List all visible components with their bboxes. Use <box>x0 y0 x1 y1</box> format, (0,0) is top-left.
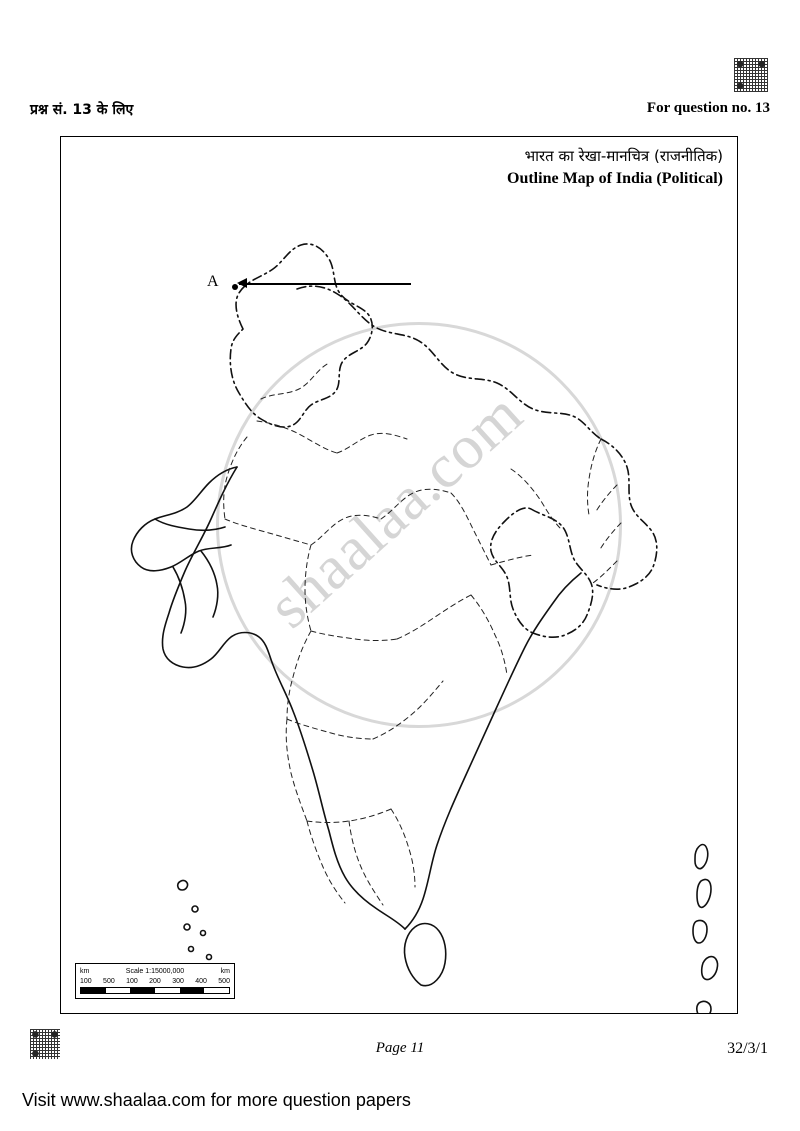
scale-unit-left: km <box>80 968 90 975</box>
scale-tick: 100 <box>80 978 92 985</box>
map-frame <box>60 136 738 1014</box>
paper-code: 32/3/1 <box>727 1040 768 1057</box>
map-title-hindi: भारत का रेखा-मानचित्र (राजनीतिक) <box>524 147 723 165</box>
india-outline-map <box>61 137 738 1014</box>
marker-leader-line <box>239 283 411 285</box>
scale-unit-right: km <box>220 968 230 975</box>
scale-tick: 200 <box>149 978 161 985</box>
question-label-english: For question no. 13 <box>646 100 770 116</box>
scale-tick: 500 <box>218 978 230 985</box>
scale-tick: 300 <box>172 978 184 985</box>
scale-title: Scale 1:15000,000 <box>125 968 185 975</box>
scale-tick: 100 <box>126 978 138 985</box>
map-scale <box>75 963 235 999</box>
watermark-text: shaalaa.com <box>255 379 536 642</box>
visit-website-text: Visit www.shaalaa.com for more question papers <box>22 1090 411 1110</box>
marker-label-a: A <box>207 273 219 290</box>
scale-tick: 400 <box>195 978 207 985</box>
page-number: Page 11 <box>375 1040 425 1056</box>
question-label-hindi: प्रश्न सं. 13 के लिए <box>30 102 134 118</box>
map-title-english: Outline Map of India (Political) <box>507 170 723 187</box>
scale-tick-labels <box>80 977 230 986</box>
scale-tick: 500 <box>103 978 115 985</box>
scale-bar-graphic <box>80 987 230 994</box>
qr-code-icon-top <box>734 58 768 92</box>
